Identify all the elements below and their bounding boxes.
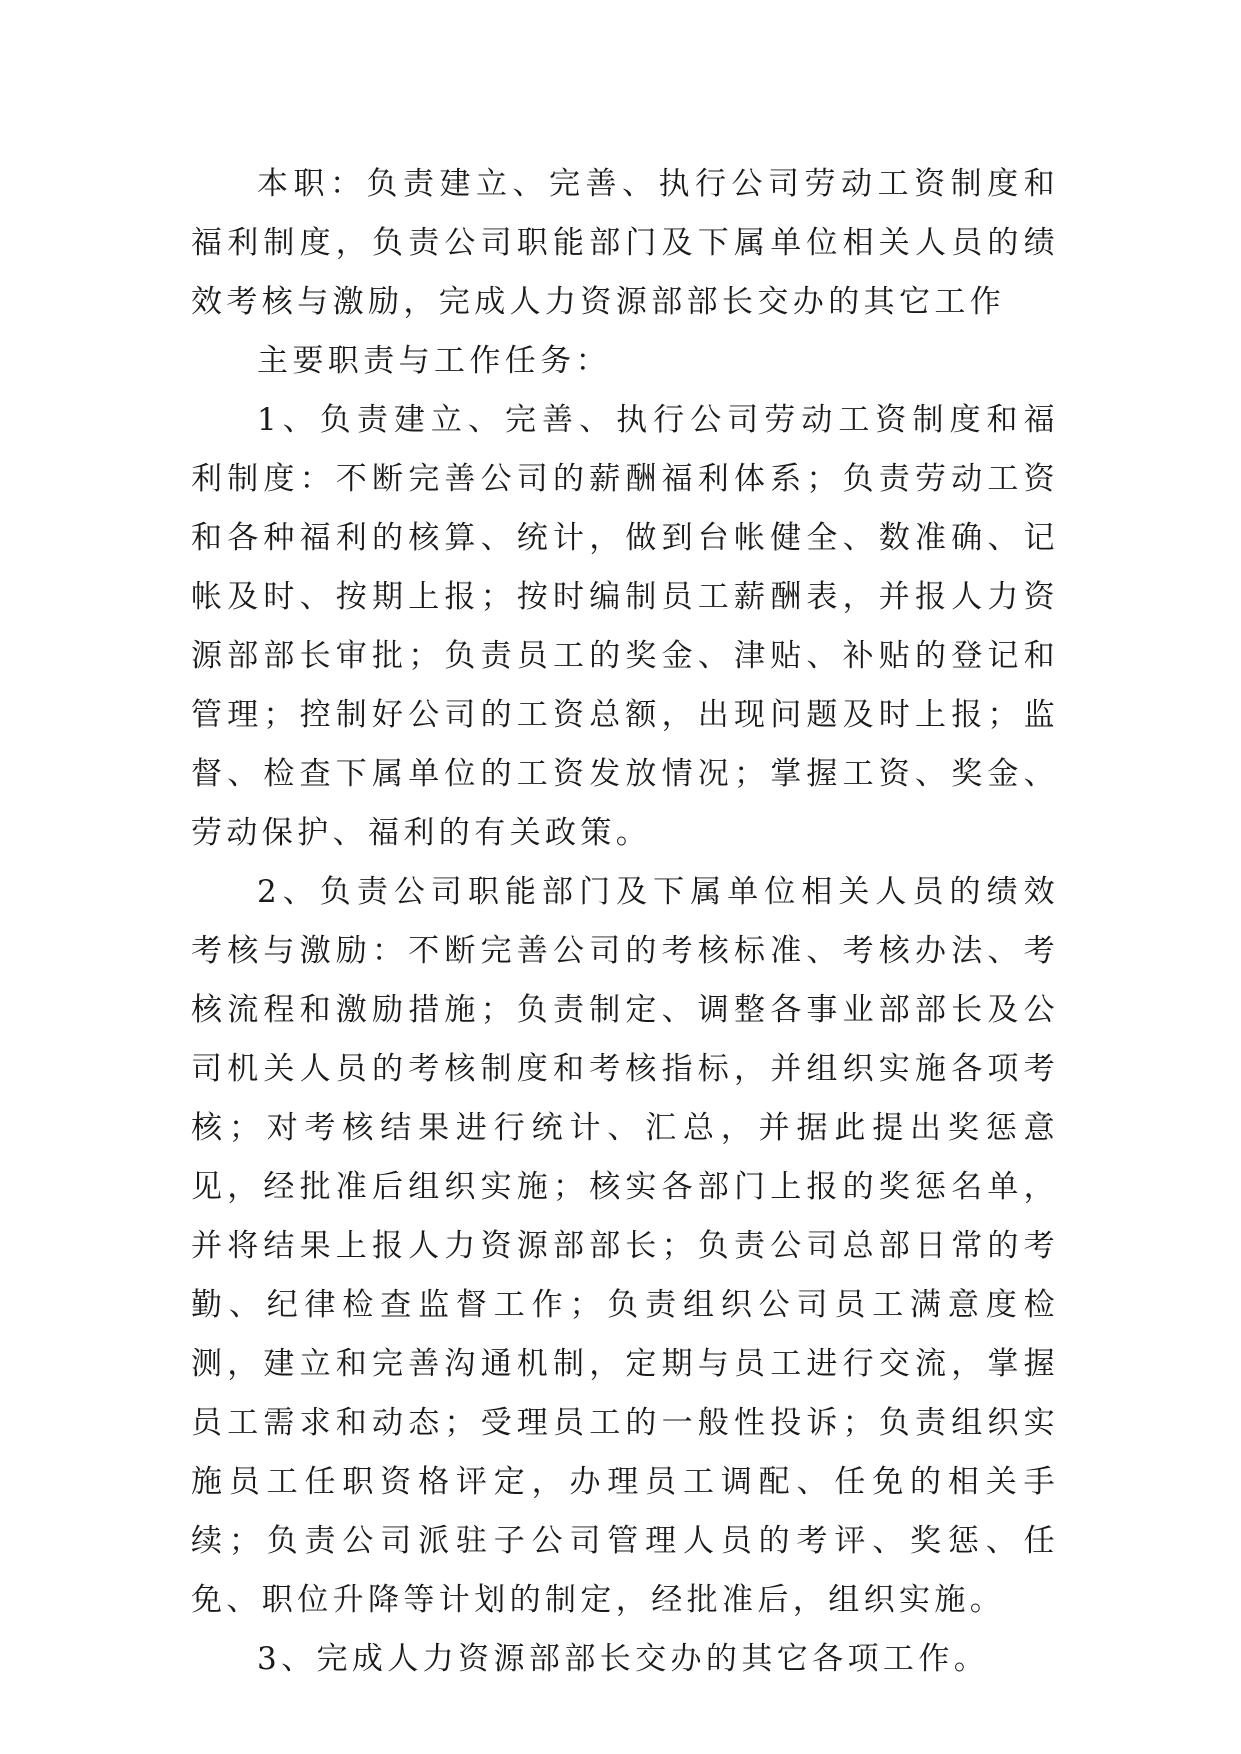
paragraph-summary: 本职：负责建立、完善、执行公司劳动工资制度和福利制度，负责公司职能部门及下属单位相关人员的绩效考核与激励，完成人力资源部部长交办的其它工作 <box>191 166 1059 320</box>
document-body <box>191 155 1059 1689</box>
paragraph-heading-duties: 主要职责与工作任务： <box>257 343 611 379</box>
paragraph-duty-1: 1、负责建立、完善、执行公司劳动工资制度和福利制度：不断完善公司的薪酬福利体系；负责劳动工资和各种福利的核算、统计，做到台帐健全、数准确、记帐及时、按期上报；按时编制员工薪酬表，并报人力资源部部长审批；负责员工的奖金、津贴、补贴的登记和管理；控制好公司的工资总额，出现问题及时上报；监督、检查下属单位的工资发放情况；掌握工资、奖金、劳动保护、福利的有关政策。 <box>191 402 1059 851</box>
paragraph-duty-3: 3、完成人力资源部部长交办的其它各项工作。 <box>257 1641 990 1677</box>
paragraph-duty-2: 2、负责公司职能部门及下属单位相关人员的绩效考核与激励：不断完善公司的考核标准、考核办法、考核流程和激励措施；负责制定、调整各事业部部长及公司机关人员的考核制度和考核指标，并组织实施各项考核；对考核结果进行统计、汇总，并据此提出奖惩意见，经批准后组织实施；核实各部门上报的奖惩名单，并将结果上报人力资源部部长；负责公司总部日常的考勤、纪律检查监督工作；负责组织公司员工满意度检测，建立和完善沟通机制，定期与员工进行交流，掌握员工需求和动态；受理员工的一般性投诉；负责组织实施员工任职资格评定，办理员工调配、任免的相关手续；负责公司派驻子公司管理人员的考评、奖惩、任免、职位升降等计划的制定，经批准后，组织实施。 <box>191 874 1059 1618</box>
